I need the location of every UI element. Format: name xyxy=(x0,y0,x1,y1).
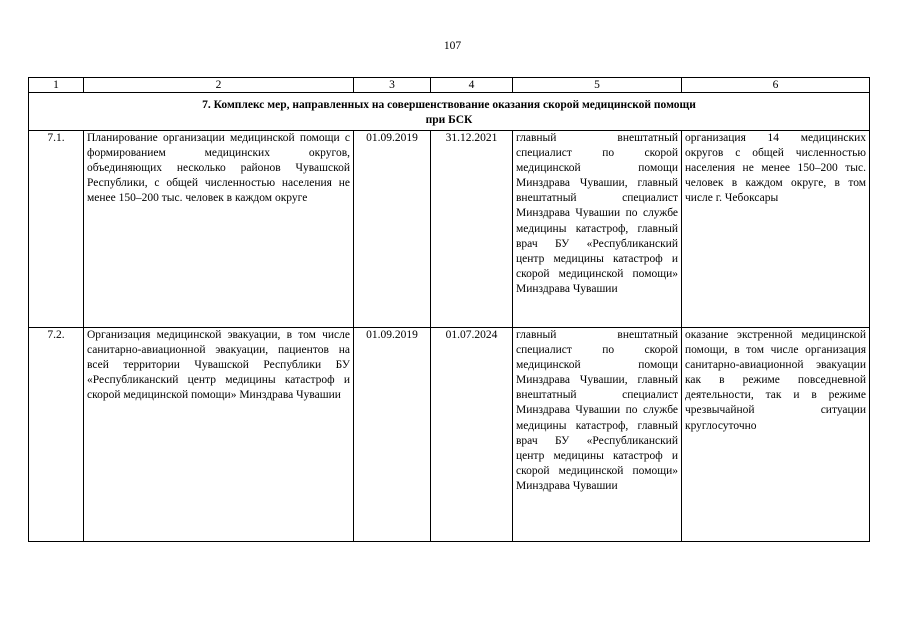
column-header: 1 xyxy=(29,78,84,93)
responsible-cell: главный внештатный специалист по скорой медицинской помощи Минздрава Чувашии, главный внештатный специалист Минздрава Чувашии по службе медицины катастроф, главный врач БУ «Республиканский центр медицины катастроф и скорой медицинской помощи» Минздрава Чувашии xyxy=(513,328,682,542)
column-header: 4 xyxy=(431,78,513,93)
measure-cell: Планирование организации медицинской помощи с формированием медицинских округов, объединяющих несколько районов Чувашской Республики, с общей численностью населения не менее 150–200 тыс. человек в каждом округе xyxy=(84,131,354,328)
end-date-cell: 31.12.2021 xyxy=(431,131,513,328)
start-date-cell: 01.09.2019 xyxy=(354,131,431,328)
result-cell: оказание экстренной медицинской помощи, в том числе организация санитарно-авиационной эвакуации как в режиме повседневной деятельности, так и в режиме чрезвычайной ситуации круглосуточно xyxy=(682,328,870,542)
measures-table xyxy=(28,77,870,542)
section-heading-line: при БСК xyxy=(425,114,473,126)
column-header: 2 xyxy=(84,78,354,93)
table-row xyxy=(29,131,870,328)
section-heading xyxy=(29,93,870,131)
column-number-row xyxy=(29,78,870,93)
column-header: 6 xyxy=(682,78,870,93)
column-header: 5 xyxy=(513,78,682,93)
responsible-cell: главный внештатный специалист по скорой медицинской помощи Минздрава Чувашии, главный внештатный специалист Минздрава Чувашии по службе медицины катастроф, главный врач БУ «Республиканский центр медицины катастроф и скорой медицинской помощи» Минздрава Чувашии xyxy=(513,131,682,328)
section-heading-line: 7. Комплекс мер, направленных на совершенствование оказания скорой медицинской помощи xyxy=(202,99,696,111)
table-row xyxy=(29,328,870,542)
result-cell: организация 14 медицинских округов с общей численностью населения не менее 150–200 тыс. человек в каждом округе, в том числе г. Чебоксары xyxy=(682,131,870,328)
row-number: 7.2. xyxy=(29,328,84,542)
start-date-cell: 01.09.2019 xyxy=(354,328,431,542)
row-number: 7.1. xyxy=(29,131,84,328)
end-date-cell: 01.07.2024 xyxy=(431,328,513,542)
section-heading-row xyxy=(29,93,870,131)
column-header: 3 xyxy=(354,78,431,93)
page-number: 107 xyxy=(443,40,462,52)
measure-cell: Организация медицинской эвакуации, в том числе санитарно-авиационной эвакуации, пациентов на всей территории Чувашской Республики БУ «Республиканский центр медицины катастроф и скорой медицинской помощи» Минздрава Чувашии xyxy=(84,328,354,542)
